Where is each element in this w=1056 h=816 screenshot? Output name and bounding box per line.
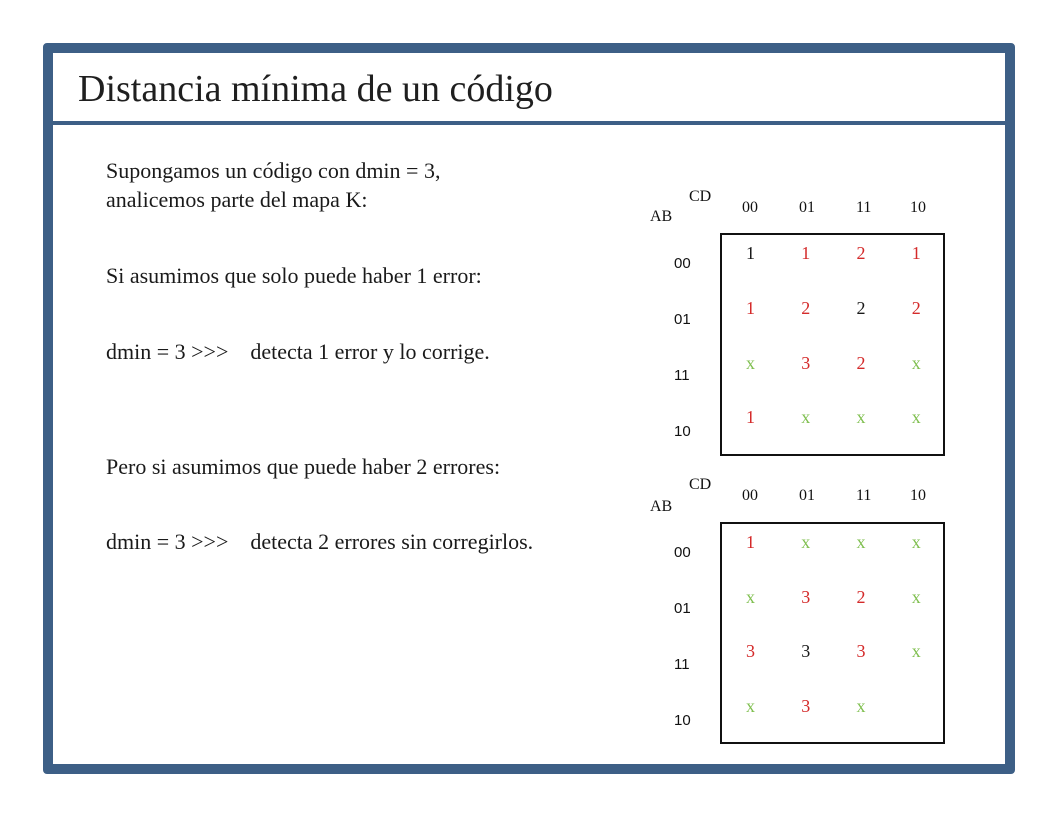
kmap-cell	[888, 399, 943, 454]
kmap-col-label: 01	[799, 487, 815, 504]
kmap-cell	[777, 524, 832, 579]
kmap-col-label: 10	[910, 487, 926, 504]
intro-line-1: Supongamos un código con dmin = 3,	[106, 158, 441, 183]
kmap-col-label: 11	[856, 487, 872, 504]
kmap-row-label: 01	[674, 600, 691, 617]
kmap-cell-value: 2	[856, 586, 866, 607]
kmap-cell-value: 3	[801, 352, 811, 373]
kmap-cell-value: 1	[746, 297, 755, 318]
case1-condition: Si asumimos que solo puede haber 1 error:	[106, 263, 482, 288]
kmap-row-var: AB	[650, 498, 673, 515]
kmap-row-label: 11	[674, 367, 690, 384]
kmap-cell	[833, 633, 888, 688]
case1-rhs: detecta 1 error y lo corrige.	[250, 339, 490, 364]
kmap-cell-value: x	[746, 586, 755, 607]
kmap-cell-value: x	[746, 695, 755, 716]
kmap-cell	[888, 290, 943, 345]
kmap-col-var: CD	[689, 188, 712, 205]
kmap-cell	[833, 345, 888, 400]
kmap-cell-value: 1	[746, 532, 755, 552]
kmap-cell	[833, 688, 888, 743]
kmap-cell-value: 2	[856, 243, 866, 263]
kmap-cell	[888, 688, 943, 743]
kmap-cell-value: x	[911, 532, 921, 552]
kmap-cell-value: 3	[801, 695, 811, 716]
kmap-col-var: CD	[689, 476, 712, 493]
kmap-cell-value: x	[801, 532, 811, 552]
case2-condition: Pero si asumimos que puede haber 2 errores:	[106, 454, 501, 479]
kmap-cell	[888, 579, 943, 634]
kmap-cell-value: 1	[746, 243, 755, 263]
kmap-row-var: AB	[650, 208, 673, 225]
title-bar	[53, 53, 1005, 125]
kmap-cell-value: 3	[801, 641, 811, 661]
kmap-cell-value: 1	[746, 407, 755, 428]
case2-lhs: dmin = 3 >>>	[106, 529, 229, 554]
kmap-cell	[888, 345, 943, 400]
kmap-cell-value: 1	[911, 243, 921, 263]
kmap-cell	[722, 290, 777, 345]
kmap-col-label: 11	[856, 199, 872, 216]
kmap-cell	[888, 235, 943, 290]
case2-statement	[106, 528, 533, 556]
kmap-cell	[722, 688, 777, 743]
kmap-row-label: 11	[674, 656, 690, 673]
kmap-cell	[777, 579, 832, 634]
kmap-cell	[888, 633, 943, 688]
kmap-cell-value: x	[911, 641, 921, 661]
kmap-cell-value: x	[856, 532, 866, 552]
kmap-cell	[722, 633, 777, 688]
kmap-col-label: 10	[910, 199, 926, 216]
kmap-cell	[777, 345, 832, 400]
kmap-cell	[722, 524, 777, 579]
kmap-cell	[833, 290, 888, 345]
kmap-col-label: 00	[742, 487, 758, 504]
kmap-cell-value: 2	[801, 297, 811, 318]
kmap-cell-value: 3	[746, 641, 755, 661]
kmap-row-label: 00	[674, 255, 691, 272]
kmap-cell-value: x	[911, 352, 921, 373]
intro-line-2: analicemos parte del mapa K:	[106, 187, 368, 212]
kmap-cell	[777, 399, 832, 454]
case1-lhs: dmin = 3 >>>	[106, 339, 229, 364]
kmap-cell	[833, 235, 888, 290]
kmap-cell-value: 1	[801, 243, 811, 263]
kmap-cell-value: 3	[856, 641, 866, 661]
kmap-cell-value: x	[856, 407, 866, 428]
kmap-cell	[722, 399, 777, 454]
kmap-cell	[833, 399, 888, 454]
kmap-cell-value: x	[746, 352, 755, 373]
kmap-cell-value: 2	[856, 352, 866, 373]
kmap-cell-value: x	[801, 407, 811, 428]
case2-rhs: detecta 2 errores sin corregirlos.	[250, 529, 534, 554]
slide-title: Distancia mínima de un código	[78, 68, 553, 110]
kmap-cell	[777, 235, 832, 290]
kmap-cell	[777, 688, 832, 743]
kmap-cell	[722, 235, 777, 290]
kmap-col-label: 00	[742, 199, 758, 216]
kmap-cell	[833, 579, 888, 634]
case1-statement	[106, 338, 490, 366]
kmap-row-label: 01	[674, 311, 691, 328]
kmap-cell	[888, 524, 943, 579]
kmap-row-label: 10	[674, 712, 691, 729]
kmap-cell	[777, 633, 832, 688]
kmap-cell	[777, 290, 832, 345]
kmap-row-label: 10	[674, 423, 691, 440]
kmap-cell-value: x	[911, 407, 921, 428]
kmap-grid	[720, 233, 945, 456]
kmap-col-label: 01	[799, 199, 815, 216]
kmap-cell-value: 2	[911, 297, 921, 318]
kmap-row-label: 00	[674, 544, 691, 561]
kmap-cell	[722, 579, 777, 634]
kmap-cell-value: 2	[856, 297, 866, 318]
kmap-cell	[833, 524, 888, 579]
kmap-cell-value: 3	[801, 586, 811, 607]
kmap-grid	[720, 522, 945, 744]
kmap-cell-value: x	[911, 586, 921, 607]
kmap-cell	[722, 345, 777, 400]
kmap-cell-value: x	[856, 695, 866, 716]
